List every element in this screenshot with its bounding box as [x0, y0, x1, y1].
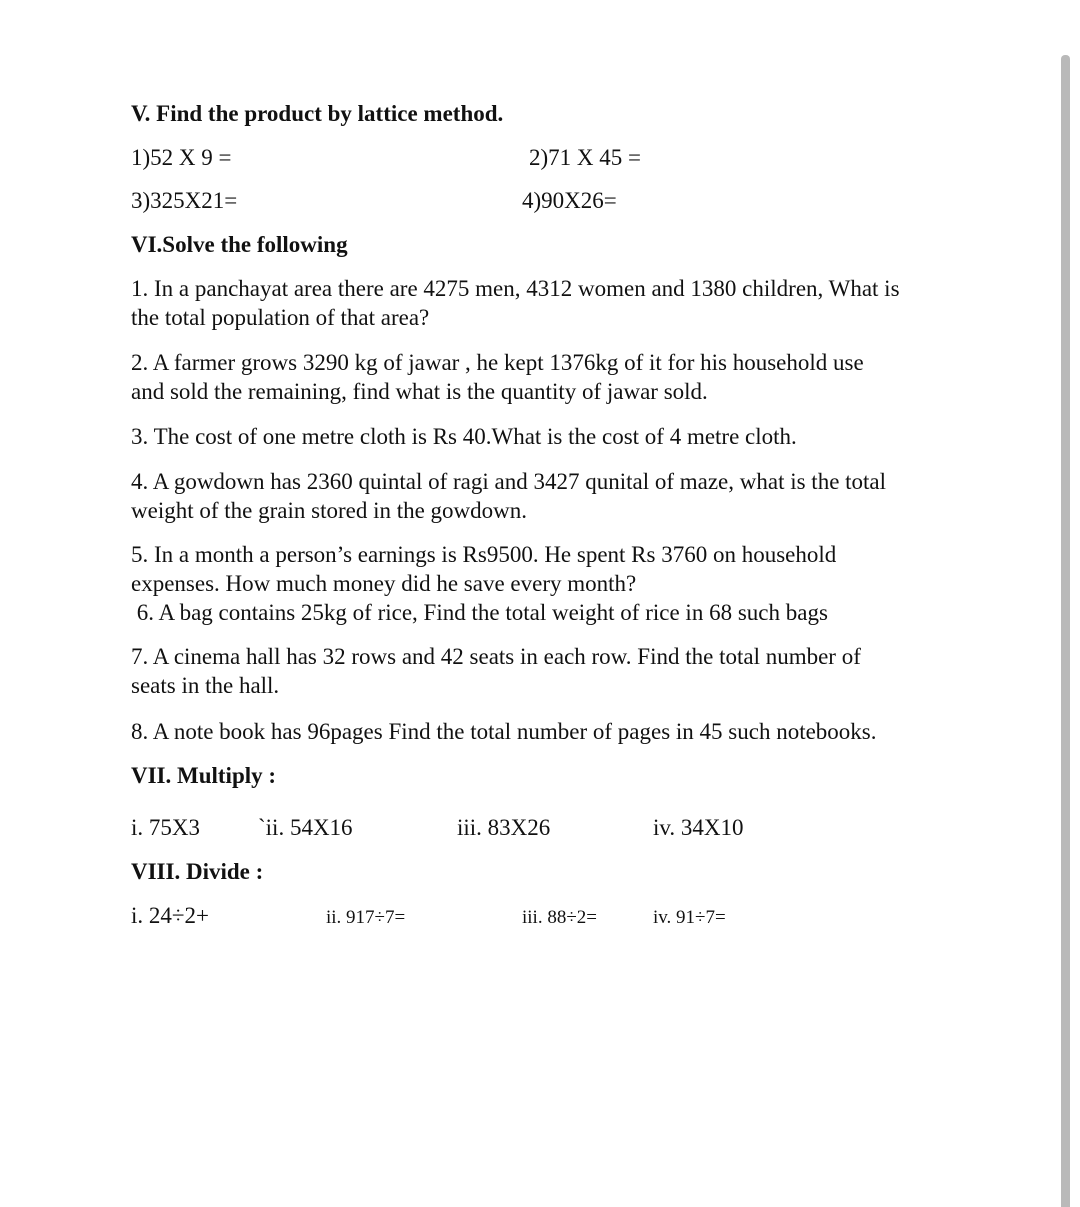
lattice-problem-1: 1)52 X 9 = — [131, 145, 232, 170]
question-7-line-2: seats in the hall. — [131, 673, 280, 698]
multiply-item-2: `ii. 54X16 — [258, 815, 353, 840]
question-1-line-2: the total population of that area? — [131, 305, 430, 330]
question-4-line-2: weight of the grain stored in the gowdown. — [131, 498, 528, 523]
vertical-scrollbar[interactable] — [1061, 55, 1070, 1207]
divide-item-4: iv. 91÷7= — [653, 907, 726, 928]
question-2-line-1: 2. A farmer grows 3290 kg of jawar , he kept 1376kg of it for his household use — [131, 350, 864, 375]
lattice-problem-4: 4)90X26= — [522, 188, 617, 213]
lattice-problem-2: 2)71 X 45 = — [529, 145, 641, 170]
question-8-line-1: 8. A note book has 96pages Find the total number of pages in 45 such notebooks. — [131, 719, 877, 744]
question-5-line-2: expenses. How much money did he save every month? — [131, 571, 637, 596]
question-1-line-1: 1. In a panchayat area there are 4275 men, 4312 women and 1380 children, What is — [131, 276, 900, 301]
question-2-line-2: and sold the remaining, find what is the quantity of jawar sold. — [131, 379, 708, 404]
section-vi-heading: VI.Solve the following — [131, 232, 348, 257]
question-5-line-1: 5. In a month a person’s earnings is Rs9500. He spent Rs 3760 on household — [131, 542, 837, 567]
section-viii-heading: VIII. Divide : — [131, 859, 264, 884]
section-vii-heading: VII. Multiply : — [131, 763, 277, 788]
multiply-item-4: iv. 34X10 — [653, 815, 744, 840]
question-7-line-1: 7. A cinema hall has 32 rows and 42 seats in each row. Find the total number of — [131, 644, 861, 669]
question-4-line-1: 4. A gowdown has 2360 quintal of ragi and 3427 qunital of maze, what is the total — [131, 469, 887, 494]
lattice-problem-3: 3)325X21= — [131, 188, 238, 213]
divide-item-1: i. 24÷2+ — [131, 903, 209, 928]
multiply-item-1: i. 75X3 — [131, 815, 200, 840]
multiply-item-3: iii. 83X26 — [457, 815, 551, 840]
question-3-line-1: 3. The cost of one metre cloth is Rs 40.What is the cost of 4 metre cloth. — [131, 424, 797, 449]
question-6-line-1: 6. A bag contains 25kg of rice, Find the total weight of rice in 68 such bags — [131, 600, 828, 625]
divide-item-2: ii. 917÷7= — [326, 907, 406, 928]
section-v-heading: V. Find the product by lattice method. — [131, 101, 504, 126]
divide-item-3: iii. 88÷2= — [522, 907, 597, 928]
